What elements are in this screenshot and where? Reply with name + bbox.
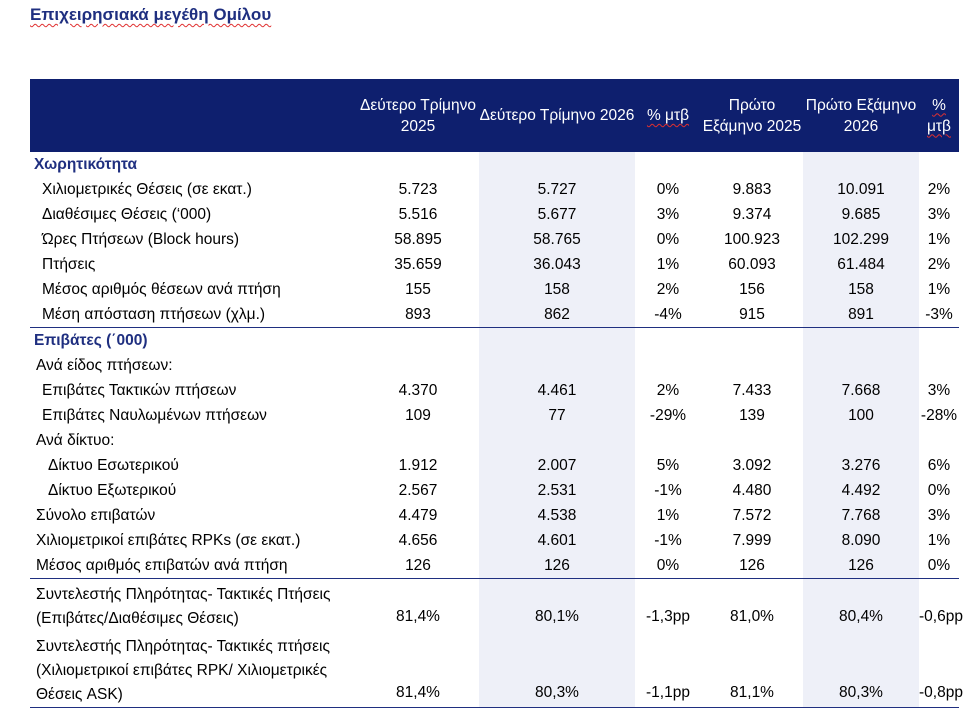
cell-h1-2026: 3.276 bbox=[803, 453, 919, 478]
cell-q2-2025: 4.656 bbox=[398, 532, 438, 549]
row-label: Μέση απόσταση πτήσεων (χλμ.) bbox=[30, 302, 357, 328]
cell-h1-2026: 158 bbox=[803, 277, 919, 302]
cell-q2-2026: 2.531 bbox=[479, 478, 635, 503]
cell-q2-2026 bbox=[479, 428, 635, 453]
cell-q2-2025: 155 bbox=[405, 281, 431, 298]
cell-yoy-half: -28% bbox=[920, 407, 958, 424]
cell-yoy-quarter: 0% bbox=[635, 553, 701, 579]
cell-yoy-quarter bbox=[635, 353, 701, 378]
table-row bbox=[30, 353, 959, 378]
cell-q2-2026: 126 bbox=[479, 553, 635, 579]
row-label: Πτήσεις bbox=[42, 256, 96, 273]
cell-h1-2026: 102.299 bbox=[803, 227, 919, 252]
cell-q2-2026: 5.727 bbox=[479, 177, 635, 202]
cell-yoy-half: 3% bbox=[927, 206, 951, 223]
table-row bbox=[30, 478, 959, 503]
table-row bbox=[30, 177, 959, 202]
cell-q2-2026: 77 bbox=[479, 403, 635, 428]
cell-h1-2025: 9.374 bbox=[732, 206, 772, 223]
table-row bbox=[30, 378, 959, 403]
cell-h1-2026: 100 bbox=[803, 403, 919, 428]
cell-q2-2026: 158 bbox=[479, 277, 635, 302]
header-cell-q2-2026: Δεύτερο Τρίμηνο 2026 bbox=[479, 79, 635, 152]
cell-yoy-half: 1% bbox=[927, 532, 951, 549]
cell-h1-2025: 139 bbox=[739, 407, 765, 424]
table-row bbox=[30, 553, 959, 579]
cell-yoy-quarter: -1% bbox=[654, 482, 682, 499]
cell-h1-2026: 7.668 bbox=[803, 378, 919, 403]
cell-yoy-quarter: 0% bbox=[656, 231, 680, 248]
row-label: Επιβάτες Ναυλωμένων πτήσεων bbox=[42, 407, 267, 424]
table-row bbox=[30, 631, 959, 708]
cell-h1-2025: 7.572 bbox=[732, 507, 772, 524]
cell-h1-2025: 81,1% bbox=[701, 631, 803, 708]
row-label: Διαθέσιμες Θέσεις (‘000) bbox=[42, 206, 212, 223]
cell-yoy-quarter bbox=[635, 328, 701, 354]
table-row bbox=[30, 528, 959, 553]
cell-q2-2026: 5.677 bbox=[479, 202, 635, 227]
cell-h1-2025: 7.999 bbox=[732, 532, 772, 549]
row-label: Χιλιομετρικοί επιβάτες RPKs (σε εκατ.) bbox=[36, 532, 301, 549]
cell-q2-2025: 5.723 bbox=[398, 181, 438, 198]
cell-h1-2025: 126 bbox=[701, 553, 803, 579]
cell-h1-2025: 100.923 bbox=[723, 231, 781, 248]
cell-yoy-quarter: 1% bbox=[656, 256, 680, 273]
table-row bbox=[30, 428, 959, 453]
header-cell-h1-2025: Πρώτο Εξάμηνο 2025 bbox=[701, 79, 803, 152]
cell-q2-2025 bbox=[357, 353, 479, 378]
cell-h1-2026: 7.768 bbox=[803, 503, 919, 528]
cell-q2-2026: 862 bbox=[479, 302, 635, 328]
cell-q2-2026: 36.043 bbox=[479, 252, 635, 277]
cell-yoy-half bbox=[919, 353, 959, 378]
cell-q2-2026 bbox=[479, 353, 635, 378]
cell-yoy-half: 0% bbox=[927, 482, 951, 499]
cell-yoy-half: 2% bbox=[927, 181, 951, 198]
cell-q2-2025: 5.516 bbox=[398, 206, 438, 223]
cell-h1-2026: 8.090 bbox=[803, 528, 919, 553]
cell-yoy-half: 3% bbox=[927, 507, 951, 524]
row-label: Συντελεστής Πληρότητας- Τακτικές Πτήσεις (Επιβάτες/Διαθέσιμες Θέσεις) bbox=[30, 579, 357, 632]
cell-h1-2026 bbox=[803, 328, 919, 354]
cell-h1-2026: 80,4% bbox=[803, 579, 919, 632]
row-label: Δίκτυο Εσωτερικού bbox=[48, 457, 179, 474]
row-label: Ανά δίκτυο: bbox=[36, 432, 115, 449]
cell-yoy-quarter: 2% bbox=[656, 281, 680, 298]
cell-q2-2025: 35.659 bbox=[394, 256, 442, 273]
row-label: Επιβάτες Τακτικών πτήσεων bbox=[42, 382, 237, 399]
row-label: Ώρες Πτήσεων (Block hours) bbox=[42, 231, 240, 248]
cell-yoy-quarter: -1% bbox=[654, 532, 682, 549]
cell-h1-2025 bbox=[701, 353, 803, 378]
cell-yoy-quarter: 5% bbox=[656, 457, 680, 474]
cell-yoy-quarter: 0% bbox=[656, 181, 680, 198]
cell-yoy-half: 3% bbox=[927, 382, 951, 399]
table-row bbox=[30, 302, 959, 328]
row-label: Δίκτυο Εξωτερικού bbox=[48, 482, 177, 499]
cell-h1-2025 bbox=[701, 328, 803, 354]
cell-h1-2025: 7.433 bbox=[732, 382, 772, 399]
cell-yoy-half: -3% bbox=[919, 302, 959, 328]
cell-q2-2026: 4.601 bbox=[479, 528, 635, 553]
cell-q2-2026 bbox=[479, 152, 635, 177]
cell-h1-2025: 60.093 bbox=[728, 256, 776, 273]
cell-h1-2025: 3.092 bbox=[732, 457, 772, 474]
cell-yoy-quarter: 1% bbox=[656, 507, 680, 524]
cell-yoy-quarter: -1,1pp bbox=[635, 631, 701, 708]
row-label: Μέσος αριθμός επιβατών ανά πτήση bbox=[30, 553, 357, 579]
table-row bbox=[30, 403, 959, 428]
table-row bbox=[30, 227, 959, 252]
cell-yoy-quarter: -29% bbox=[649, 407, 687, 424]
row-label: Χιλιομετρικές Θέσεις (σε εκατ.) bbox=[42, 181, 252, 198]
cell-q2-2026: 80,1% bbox=[479, 579, 635, 632]
table-row bbox=[30, 277, 959, 302]
cell-h1-2026: 80,3% bbox=[803, 631, 919, 708]
table-row bbox=[30, 453, 959, 478]
row-label: Συντελεστής Πληρότητας- Τακτικές πτήσεις (Χιλιομετρικοί επιβάτες RPK/ Χιλιομετρικές Θέσεις ASK) bbox=[30, 631, 357, 708]
cell-q2-2025: 126 bbox=[357, 553, 479, 579]
cell-yoy-half: -0,6pp bbox=[919, 579, 959, 632]
cell-yoy-half: 1% bbox=[927, 231, 951, 248]
cell-yoy-half: 2% bbox=[927, 256, 951, 273]
cell-q2-2026: 2.007 bbox=[479, 453, 635, 478]
table-row bbox=[30, 202, 959, 227]
header-cell-yoy-half: % μτβ bbox=[919, 79, 959, 152]
cell-q2-2025: 893 bbox=[357, 302, 479, 328]
operating-metrics-table-container bbox=[30, 79, 963, 708]
cell-h1-2026: 126 bbox=[803, 553, 919, 579]
table-row bbox=[30, 503, 959, 528]
table-header-row bbox=[30, 79, 959, 152]
cell-h1-2025: 915 bbox=[701, 302, 803, 328]
cell-h1-2026: 891 bbox=[803, 302, 919, 328]
cell-q2-2025: 1.912 bbox=[398, 457, 438, 474]
cell-h1-2026: 4.492 bbox=[803, 478, 919, 503]
cell-h1-2026 bbox=[803, 152, 919, 177]
cell-h1-2025: 9.883 bbox=[732, 181, 772, 198]
cell-yoy-half: 0% bbox=[919, 553, 959, 579]
section-header-row bbox=[30, 152, 959, 177]
cell-h1-2026 bbox=[803, 353, 919, 378]
cell-q2-2026: 4.538 bbox=[479, 503, 635, 528]
cell-yoy-quarter: 2% bbox=[656, 382, 680, 399]
cell-q2-2025: 4.479 bbox=[398, 507, 438, 524]
cell-q2-2025 bbox=[357, 428, 479, 453]
cell-yoy-half bbox=[919, 152, 959, 177]
cell-h1-2025: 4.480 bbox=[732, 482, 772, 499]
cell-yoy-quarter: -1,3pp bbox=[635, 579, 701, 632]
cell-yoy-half bbox=[919, 428, 959, 453]
cell-yoy-quarter bbox=[635, 152, 701, 177]
cell-q2-2026 bbox=[479, 328, 635, 354]
cell-q2-2025: 58.895 bbox=[394, 231, 442, 248]
cell-q2-2025: 4.370 bbox=[398, 382, 438, 399]
cell-yoy-quarter: 3% bbox=[656, 206, 680, 223]
cell-yoy-quarter: -4% bbox=[635, 302, 701, 328]
table-row bbox=[30, 252, 959, 277]
cell-q2-2026: 4.461 bbox=[479, 378, 635, 403]
cell-yoy-half bbox=[919, 328, 959, 354]
cell-h1-2026 bbox=[803, 428, 919, 453]
cell-h1-2025 bbox=[701, 428, 803, 453]
cell-h1-2025: 81,0% bbox=[701, 579, 803, 632]
row-label: Χωρητικότητα bbox=[34, 156, 138, 173]
cell-yoy-half: 1% bbox=[927, 281, 951, 298]
cell-h1-2026: 10.091 bbox=[803, 177, 919, 202]
row-label: Σύνολο επιβατών bbox=[36, 507, 156, 524]
header-cell-yoy-quarter: % μτβ bbox=[635, 79, 701, 152]
row-label: Επιβάτες (΄000) bbox=[30, 328, 357, 354]
header-cell-q2-2025: Δεύτερο Τρίμηνο 2025 bbox=[357, 79, 479, 152]
table-row bbox=[30, 579, 959, 632]
cell-yoy-quarter bbox=[635, 428, 701, 453]
table-body bbox=[30, 152, 963, 708]
cell-h1-2025: 156 bbox=[739, 281, 765, 298]
cell-yoy-half: -0,8pp bbox=[919, 631, 959, 708]
cell-h1-2025 bbox=[701, 152, 803, 177]
section-header-row bbox=[30, 328, 959, 354]
cell-q2-2025: 109 bbox=[405, 407, 431, 424]
cell-q2-2025: 81,4% bbox=[357, 631, 479, 708]
cell-h1-2026: 61.484 bbox=[803, 252, 919, 277]
cell-yoy-half: 6% bbox=[927, 457, 951, 474]
row-label: Ανά είδος πτήσεων: bbox=[36, 357, 173, 374]
cell-q2-2025 bbox=[357, 152, 479, 177]
operating-metrics-table bbox=[30, 79, 963, 708]
cell-q2-2025 bbox=[357, 328, 479, 354]
header-cell-label bbox=[30, 79, 357, 152]
header-cell-h1-2026: Πρώτο Εξάμηνο 2026 bbox=[803, 79, 919, 152]
cell-q2-2026: 58.765 bbox=[479, 227, 635, 252]
row-label: Μέσος αριθμός θέσεων ανά πτήση bbox=[42, 281, 281, 298]
cell-h1-2026: 9.685 bbox=[803, 202, 919, 227]
cell-q2-2025: 81,4% bbox=[357, 579, 479, 632]
cell-q2-2025: 2.567 bbox=[398, 482, 438, 499]
cell-q2-2026: 80,3% bbox=[479, 631, 635, 708]
page-title: Επιχειρησιακά μεγέθη Ομίλου bbox=[30, 5, 272, 24]
